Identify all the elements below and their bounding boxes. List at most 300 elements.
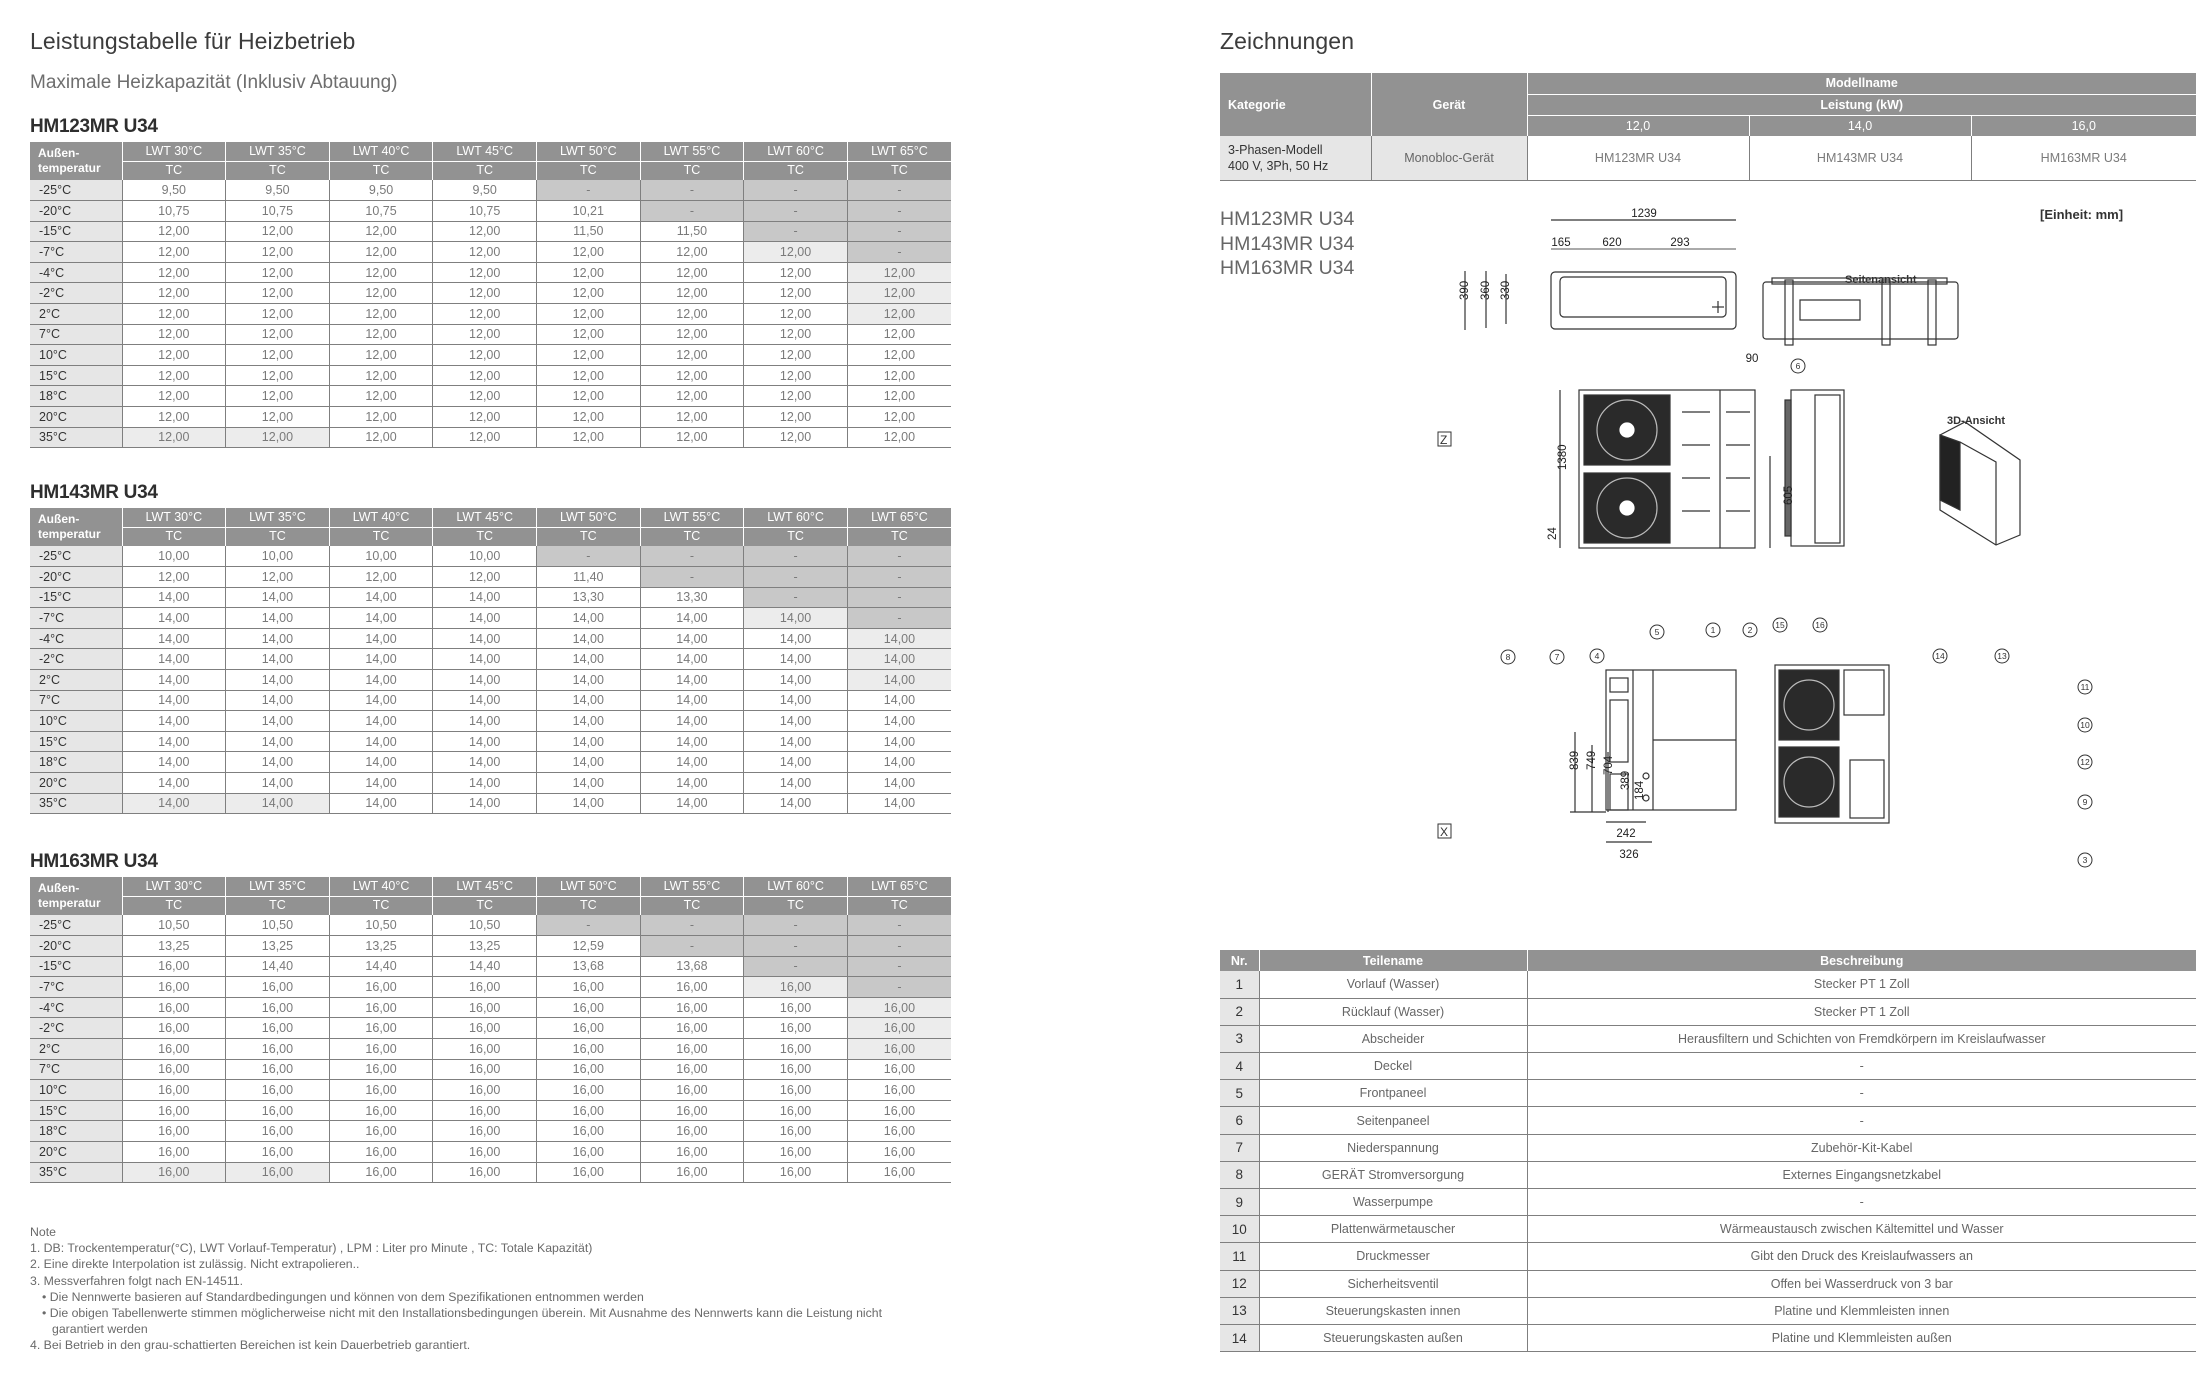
capacity-cell: 14,00 [329, 628, 433, 649]
capacity-cell: 16,00 [329, 1059, 433, 1080]
note-item: 2. Eine direkte Interpolation ist zulässig. Nicht extrapolieren.. [30, 1257, 360, 1272]
capacity-header: 14,0 [1749, 115, 1971, 136]
capacity-cell: 16,00 [847, 1080, 951, 1101]
table-row [30, 386, 951, 407]
table-row [30, 649, 951, 670]
capacity-cell: 14,00 [847, 690, 951, 711]
lwt-column-header: LWT 55°C [640, 142, 744, 161]
capacity-cell: 12,00 [329, 242, 433, 263]
part-number: 9 [1220, 1189, 1259, 1216]
capacity-cell: - [744, 180, 848, 201]
capacity-cell: 16,00 [744, 1142, 848, 1163]
table-row [30, 1100, 951, 1121]
capacity-cell: 14,00 [640, 752, 744, 773]
kategorie-header: Kategorie [1220, 73, 1371, 136]
side-outline [1791, 390, 1844, 546]
tc-subheader: TC [847, 161, 951, 180]
capacity-cell: 14,00 [537, 752, 641, 773]
capacity-cell: 10,75 [433, 201, 537, 222]
outdoor-temp-label: -25°C [30, 915, 122, 936]
parts-header-nr: Nr. [1220, 950, 1259, 971]
lwt-column-header: LWT 40°C [329, 877, 433, 896]
svg-text:10: 10 [2080, 720, 2090, 730]
capacity-cell: 14,00 [744, 608, 848, 629]
lwt-column-header: LWT 45°C [433, 508, 537, 527]
outdoor-temp-label: 15°C [30, 731, 122, 752]
page-subtitle: Maximale Heizkapazität (Inklusiv Abtauung) [30, 72, 398, 93]
table-row [30, 997, 951, 1018]
capacity-cell: 10,50 [329, 915, 433, 936]
dim-label: 360 [1480, 280, 1492, 300]
notes-heading: Note [30, 1225, 56, 1239]
capacity-cell: 12,00 [537, 262, 641, 283]
outdoor-temp-label: 2°C [30, 670, 122, 691]
capacity-cell: 12,00 [433, 221, 537, 242]
capacity-cell: 16,00 [744, 1080, 848, 1101]
part-number: 10 [1220, 1216, 1259, 1243]
table-row [30, 1018, 951, 1039]
part-description: Externes Eingangsnetzkabel [1527, 1161, 2196, 1188]
capacity-cell: 16,00 [329, 977, 433, 998]
callout [2078, 680, 2092, 694]
capacity-cell: 10,00 [226, 546, 330, 567]
lwt-column-header: LWT 65°C [847, 877, 951, 896]
capacity-cell: 16,00 [122, 977, 226, 998]
table-row [30, 407, 951, 428]
table-row [30, 242, 951, 263]
parts-row [1220, 1161, 2196, 1188]
capacity-cell: 12,00 [433, 262, 537, 283]
svg-text:9: 9 [2082, 797, 2088, 807]
capacity-cell: 12,00 [537, 427, 641, 448]
capacity-cell: 12,00 [537, 283, 641, 304]
outdoor-temp-header: Außen- temperatur [30, 877, 122, 915]
parts-header-description: Beschreibung [1527, 950, 2196, 971]
capacity-cell: 16,00 [122, 1059, 226, 1080]
capacity-cell: 10,21 [537, 201, 641, 222]
capacity-cell: 14,00 [329, 711, 433, 732]
tc-subheader: TC [433, 161, 537, 180]
plan-rail [1882, 280, 1890, 345]
tc-subheader: TC [640, 896, 744, 915]
outdoor-temp-label: 15°C [30, 1100, 122, 1121]
tc-subheader: TC [433, 527, 537, 546]
outdoor-temp-label: -4°C [30, 628, 122, 649]
capacity-cell: - [847, 587, 951, 608]
capacity-cell: 16,00 [122, 1039, 226, 1060]
capacity-cell: 14,00 [537, 773, 641, 794]
outdoor-temp-label: -4°C [30, 262, 122, 283]
outdoor-temp-label: -15°C [30, 587, 122, 608]
capacity-cell: 16,00 [847, 1018, 951, 1039]
capacity-cell: 14,00 [433, 690, 537, 711]
parts-row [1220, 1243, 2196, 1270]
part-description: - [1527, 1107, 2196, 1134]
tc-subheader: TC [122, 896, 226, 915]
outdoor-temp-label: 18°C [30, 386, 122, 407]
part-number: 1 [1220, 971, 1259, 998]
capacity-cell: 16,00 [122, 1018, 226, 1039]
part-name: Seitenpaneel [1259, 1107, 1527, 1134]
capacity-cell: 12,00 [433, 345, 537, 366]
capacity-cell: 16,00 [537, 977, 641, 998]
capacity-cell: 12,00 [744, 283, 848, 304]
tc-subheader: TC [226, 896, 330, 915]
capacity-cell: 13,25 [226, 936, 330, 957]
callout [1650, 625, 1664, 639]
capacity-cell: 16,00 [744, 1100, 848, 1121]
drawing-model-name: HM123MR U34 [1220, 208, 1355, 230]
capacity-cell: 12,00 [226, 407, 330, 428]
performance-table [30, 877, 951, 1183]
part-name: Abscheider [1259, 1025, 1527, 1052]
capacity-cell: 12,00 [847, 304, 951, 325]
capacity-header: 16,0 [1971, 115, 2196, 136]
dim-label: 620 [1602, 237, 1622, 249]
part-number: 2 [1220, 998, 1259, 1025]
table-row [30, 711, 951, 732]
modellname-header: Modellname [1527, 73, 2196, 94]
capacity-cell: 12,00 [744, 345, 848, 366]
capacity-cell: 12,00 [329, 386, 433, 407]
svg-text:1: 1 [1710, 625, 1716, 635]
capacity-cell: 12,00 [847, 386, 951, 407]
svg-text:2: 2 [1747, 625, 1753, 635]
table-row [30, 977, 951, 998]
capacity-cell: 14,00 [226, 752, 330, 773]
parts-header-name: Teilename [1259, 950, 1527, 971]
part-name: Deckel [1259, 1053, 1527, 1080]
part-number: 5 [1220, 1080, 1259, 1107]
part-name: GERÄT Stromversorgung [1259, 1161, 1527, 1188]
capacity-cell: 14,00 [226, 711, 330, 732]
capacity-cell: 12,00 [433, 567, 537, 588]
plan-rail [1928, 280, 1936, 345]
front-view [1560, 390, 1770, 548]
tc-subheader: TC [847, 527, 951, 546]
capacity-cell: 14,00 [847, 793, 951, 814]
lwt-column-header: LWT 65°C [847, 142, 951, 161]
capacity-cell: 14,00 [226, 773, 330, 794]
axis-label: Z [1440, 433, 1448, 447]
table-row [30, 304, 951, 325]
capacity-cell: 12,00 [122, 407, 226, 428]
capacity-cell: 12,00 [433, 304, 537, 325]
capacity-cell: 12,00 [329, 221, 433, 242]
capacity-cell: 16,00 [329, 1142, 433, 1163]
capacity-cell: 14,00 [122, 587, 226, 608]
outdoor-temp-label: 20°C [30, 773, 122, 794]
capacity-cell: 10,00 [122, 546, 226, 567]
capacity-cell: 12,00 [537, 365, 641, 386]
outdoor-temp-label: -20°C [30, 936, 122, 957]
outdoor-temp-label: 2°C [30, 1039, 122, 1060]
capacity-cell: 12,00 [744, 386, 848, 407]
dim-label: 326 [1619, 849, 1639, 861]
capacity-cell: 10,75 [122, 201, 226, 222]
capacity-cell: 16,00 [537, 1080, 641, 1101]
capacity-cell: 16,00 [640, 1059, 744, 1080]
capacity-cell: 12,00 [640, 407, 744, 428]
table-row [30, 936, 951, 957]
fan-hub [1620, 423, 1634, 437]
detail-window [1610, 678, 1628, 692]
outdoor-temp-label: -2°C [30, 283, 122, 304]
dim-label: 330 [1500, 280, 1512, 300]
capacity-cell: 14,00 [226, 649, 330, 670]
capacity-cell: 10,00 [433, 546, 537, 567]
outdoor-temp-label: -20°C [30, 201, 122, 222]
capacity-cell: 12,00 [640, 283, 744, 304]
lwt-column-header: LWT 35°C [226, 142, 330, 161]
capacity-cell: 16,00 [226, 1100, 330, 1121]
lwt-column-header: LWT 60°C [744, 877, 848, 896]
performance-table [30, 142, 951, 448]
capacity-cell: 14,00 [329, 752, 433, 773]
capacity-cell: 16,00 [744, 977, 848, 998]
capacity-cell: 12,00 [226, 345, 330, 366]
lwt-column-header: LWT 50°C [537, 142, 641, 161]
capacity-cell: 14,00 [122, 793, 226, 814]
capacity-cell: 16,00 [537, 1121, 641, 1142]
dim-label: 749 [1586, 750, 1598, 770]
capacity-cell: 14,00 [640, 731, 744, 752]
capacity-cell: 16,00 [226, 977, 330, 998]
callout [1791, 359, 1805, 373]
callout [2078, 853, 2092, 867]
part-name: Frontpaneel [1259, 1080, 1527, 1107]
capacity-cell: 12,00 [122, 304, 226, 325]
svg-text:7: 7 [1554, 652, 1560, 662]
capacity-cell: 14,00 [537, 731, 641, 752]
capacity-cell: 16,00 [744, 997, 848, 1018]
callout [1933, 649, 1947, 663]
lwt-column-header: LWT 55°C [640, 877, 744, 896]
plan-rail [1785, 280, 1793, 345]
part-number: 3 [1220, 1025, 1259, 1052]
lwt-column-header: LWT 45°C [433, 142, 537, 161]
table-row [30, 567, 951, 588]
svg-text:4: 4 [1594, 651, 1600, 661]
capacity-cell: 14,00 [329, 731, 433, 752]
dim-label: 1239 [1631, 208, 1657, 220]
part-name: Rücklauf (Wasser) [1259, 998, 1527, 1025]
capacity-cell: 16,00 [329, 1080, 433, 1101]
capacity-cell: 12,00 [226, 386, 330, 407]
part-description: Wärmeaustausch zwischen Kältemittel und Wasser [1527, 1216, 2196, 1243]
hydro-module [1850, 760, 1884, 818]
capacity-cell: - [744, 936, 848, 957]
capacity-cell: - [847, 915, 951, 936]
capacity-cell: 16,00 [122, 1121, 226, 1142]
capacity-cell: 12,00 [537, 324, 641, 345]
dim-label: 390 [1459, 280, 1471, 300]
capacity-cell: 12,00 [433, 386, 537, 407]
outdoor-temp-label: 20°C [30, 1142, 122, 1163]
capacity-cell: 14,00 [640, 608, 744, 629]
capacity-cell: - [744, 915, 848, 936]
capacity-cell: 12,00 [433, 427, 537, 448]
capacity-cell: - [744, 956, 848, 977]
capacity-cell: 16,00 [122, 1100, 226, 1121]
outdoor-temp-header: Außen- temperatur [30, 142, 122, 180]
outdoor-temp-label: 15°C [30, 365, 122, 386]
table-row [30, 201, 951, 222]
capacity-cell: 14,00 [433, 793, 537, 814]
capacity-cell: 14,00 [847, 773, 951, 794]
capacity-cell: - [744, 546, 848, 567]
note-bullet: • Die Nennwerte basieren auf Standardbedingungen und können von dem Spezifikationen entnommen werden [42, 1289, 644, 1304]
axis-label: X [1440, 825, 1449, 839]
capacity-cell: - [847, 567, 951, 588]
capacity-cell: 14,00 [226, 608, 330, 629]
outdoor-temp-label: 7°C [30, 1059, 122, 1080]
tc-subheader: TC [329, 896, 433, 915]
capacity-cell: 14,00 [744, 670, 848, 691]
table-row [30, 915, 951, 936]
lwt-column-header: LWT 40°C [329, 508, 433, 527]
model-cell: HM123MR U34 [1527, 136, 1749, 180]
capacity-cell: 12,00 [329, 567, 433, 588]
capacity-cell: 14,00 [744, 731, 848, 752]
outdoor-temp-label: 18°C [30, 1121, 122, 1142]
lwt-column-header: LWT 35°C [226, 508, 330, 527]
capacity-cell: 12,00 [329, 304, 433, 325]
callout [1590, 649, 1604, 663]
capacity-cell: 12,00 [640, 324, 744, 345]
tc-subheader: TC [226, 161, 330, 180]
capacity-cell: 14,00 [329, 773, 433, 794]
capacity-cell: 16,00 [433, 1121, 537, 1142]
capacity-cell: 14,00 [433, 731, 537, 752]
part-name: Wasserpumpe [1259, 1189, 1527, 1216]
table-row [30, 262, 951, 283]
callout [1813, 618, 1827, 632]
capacity-cell: 9,50 [329, 180, 433, 201]
capacity-cell: 14,40 [226, 956, 330, 977]
capacity-cell: 14,00 [640, 649, 744, 670]
outdoor-temp-label: -7°C [30, 608, 122, 629]
callout [1743, 623, 1757, 637]
capacity-cell: 14,00 [640, 690, 744, 711]
capacity-cell: 16,00 [847, 997, 951, 1018]
capacity-cell: 12,00 [744, 427, 848, 448]
capacity-cell: 10,50 [433, 915, 537, 936]
capacity-cell: - [744, 587, 848, 608]
technical-drawing [1420, 200, 2140, 930]
capacity-cell: 14,00 [226, 731, 330, 752]
tc-subheader: TC [640, 161, 744, 180]
parts-row [1220, 1189, 2196, 1216]
lwt-column-header: LWT 55°C [640, 508, 744, 527]
capacity-cell: 13,68 [537, 956, 641, 977]
svg-text:5: 5 [1654, 627, 1660, 637]
tc-subheader: TC [122, 161, 226, 180]
capacity-cell: 14,00 [329, 690, 433, 711]
drawing-models-list [1220, 207, 1354, 281]
part-description: Platine und Klemmleisten innen [1527, 1297, 2196, 1324]
model-cell: HM163MR U34 [1971, 136, 2196, 180]
svg-text:3: 3 [2082, 855, 2088, 865]
fan-hub [1620, 501, 1634, 515]
part-name: Druckmesser [1259, 1243, 1527, 1270]
capacity-cell: 12,00 [122, 242, 226, 263]
capacity-cell: 16,00 [226, 1059, 330, 1080]
kategorie-line: 3-Phasen-Modell [1228, 142, 1323, 157]
part-number: 11 [1220, 1243, 1259, 1270]
capacity-cell: - [744, 567, 848, 588]
capacity-cell: 16,00 [433, 997, 537, 1018]
tc-subheader: TC [537, 896, 641, 915]
parts-row [1220, 1080, 2196, 1107]
capacity-cell: - [847, 201, 951, 222]
capacity-cell: 12,00 [226, 324, 330, 345]
parts-row [1220, 1107, 2196, 1134]
capacity-cell: 16,00 [847, 1162, 951, 1183]
detail-window [1610, 700, 1628, 762]
part-number: 4 [1220, 1053, 1259, 1080]
outdoor-temp-label: -7°C [30, 977, 122, 998]
capacity-cell: 14,00 [433, 773, 537, 794]
capacity-cell: 14,00 [433, 711, 537, 732]
capacity-cell: 13,25 [122, 936, 226, 957]
capacity-cell: 12,00 [847, 324, 951, 345]
parts-table [1220, 950, 2196, 1352]
capacity-cell: 14,00 [433, 608, 537, 629]
tc-subheader: TC [744, 161, 848, 180]
capacity-cell: 13,30 [640, 587, 744, 608]
capacity-cell: 16,00 [122, 1080, 226, 1101]
outdoor-temp-label: 7°C [30, 324, 122, 345]
capacity-cell: 16,00 [226, 1080, 330, 1101]
capacity-cell: 16,00 [537, 1162, 641, 1183]
control-box [1844, 670, 1884, 715]
capacity-cell: 12,00 [640, 365, 744, 386]
capacity-cell: 16,00 [122, 1142, 226, 1163]
capacity-cell: 13,30 [537, 587, 641, 608]
outdoor-temp-label: -2°C [30, 1018, 122, 1039]
capacity-cell: 14,00 [329, 649, 433, 670]
part-description: Offen bei Wasserdruck von 3 bar [1527, 1270, 2196, 1297]
capacity-cell: 12,00 [744, 365, 848, 386]
capacity-cell: 14,00 [744, 773, 848, 794]
dim-label: 704 [1603, 755, 1615, 775]
capacity-cell: 12,00 [640, 304, 744, 325]
table-row [30, 324, 951, 345]
table-row [30, 1080, 951, 1101]
table-row [30, 731, 951, 752]
table-row [30, 427, 951, 448]
callout [1706, 623, 1720, 637]
capacity-cell: 12,00 [226, 242, 330, 263]
pipe-outlet [1643, 773, 1649, 779]
kategorie-cell [1220, 136, 1371, 180]
lwt-column-header: LWT 60°C [744, 142, 848, 161]
svg-text:8: 8 [1505, 652, 1511, 662]
tc-subheader: TC [226, 527, 330, 546]
capacity-cell: 14,00 [537, 649, 641, 670]
capacity-cell: 14,00 [744, 628, 848, 649]
capacity-cell: - [744, 201, 848, 222]
table-row [30, 345, 951, 366]
3d-fan-face [1940, 435, 1960, 510]
parts-row [1220, 1025, 2196, 1052]
capacity-cell: 14,00 [744, 711, 848, 732]
capacity-cell: 12,00 [744, 242, 848, 263]
capacity-cell: 14,00 [226, 793, 330, 814]
notes [30, 1224, 882, 1354]
3d-view-label: 3D-Ansicht [1947, 415, 2006, 427]
